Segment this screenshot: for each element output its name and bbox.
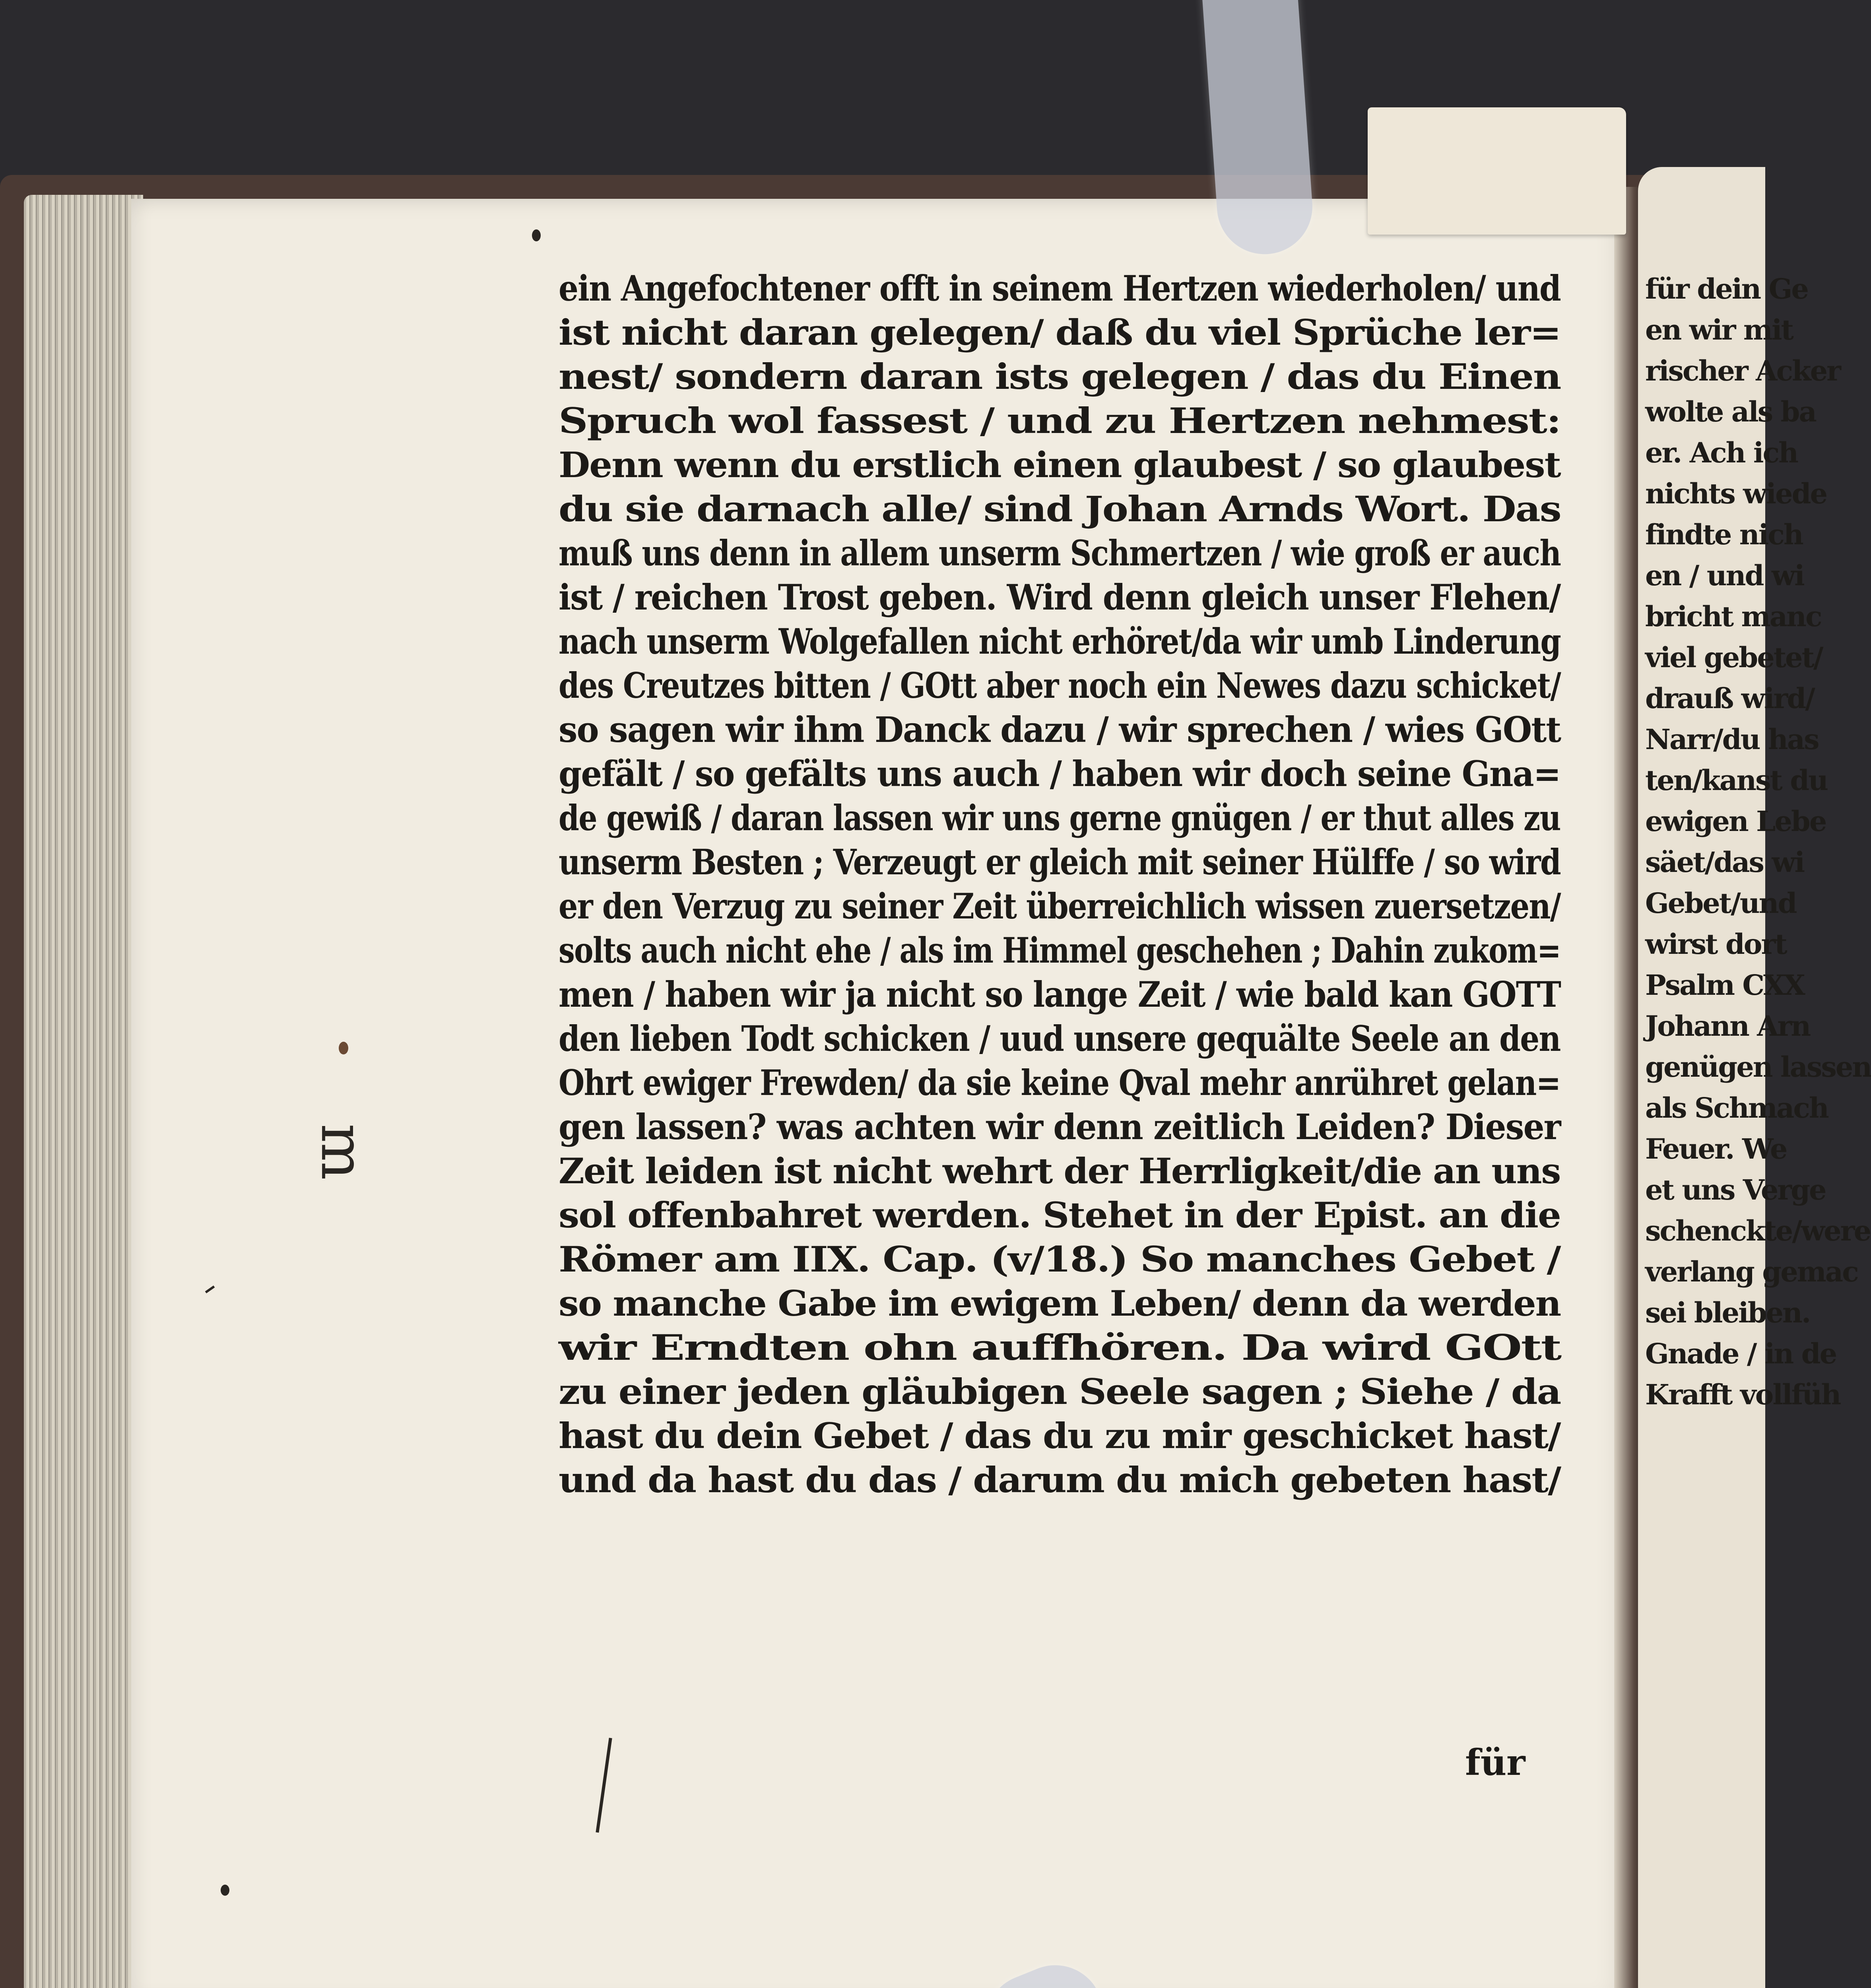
ink-spot [221,1885,229,1896]
text-line: ten/kanst du [1645,764,1828,797]
text-line: Denn wenn du erstlich einen glaubest / so glaubest [559,444,1560,485]
handwritten-margin-mark: m [308,1123,377,1180]
paper-bookmark [1368,107,1626,235]
text-line: als Schmach [1645,1091,1828,1124]
text-line: Ohrt ewiger Frewden/ da sie keine Qval mehr anrühret gelan= [559,1062,1560,1103]
text-line: viel gebetet/ [1645,641,1822,674]
text-line: wirst dort [1645,928,1786,961]
text-line: Narr/du has [1645,723,1819,756]
text-line: nest/ sondern daran ists gelegen / das du Einen [559,356,1561,397]
text-line: Spruch wol fassest / und zu Hertzen nehmest: [559,400,1560,441]
text-line: sol offenbahret werden. Stehet in der Epist. an die [559,1194,1560,1236]
text-line: für dein Ge [1645,272,1808,305]
text-line: nichts wiede [1645,477,1826,510]
text-line: säet/das wi [1645,846,1804,879]
text-line: findte nich [1645,518,1803,551]
text-line: en / und wi [1645,559,1804,592]
text-line: so manche Gabe im ewigem Leben/ denn da werden [559,1283,1561,1324]
text-line: solts auch nicht ehe / als im Himmel geschehen ; Dahin zukom= [559,930,1561,971]
text-line: ist nicht daran gelegen/ daß du viel Sprüche ler= [559,312,1561,353]
main-text-block [559,266,1560,1502]
text-line: bricht manc [1645,600,1821,633]
text-line: hast du dein Gebet / das du zu mir geschicket hast/ [559,1415,1560,1456]
text-line: wolte als ba [1645,395,1816,428]
text-line: so sagen wir ihm Danck dazu / wir sprechen / wies GOtt [559,709,1561,750]
text-line: ein Angefochtener offt in seinem Hertzen wiederholen/ und [559,268,1561,309]
text-line: de gewiß / daran lassen wir uns gerne gnügen / er thut alles zu [559,797,1560,839]
text-line: du sie darnach alle/ sind Johan Arnds Wort. Das [559,488,1561,530]
catchword: für [1465,1741,1526,1784]
text-line: gen lassen? was achten wir denn zeitlich Leiden? Dieser [559,1106,1560,1147]
text-line: Zeit leiden ist nicht wehrt der Herrligkeit/die an uns [559,1150,1560,1192]
ink-spot [339,1042,348,1054]
text-line: verlang gemac [1645,1255,1858,1288]
text-line: Feuer. We [1645,1132,1787,1165]
text-line: drauß wird/ [1645,682,1814,715]
text-line: er. Ach ich [1645,436,1798,469]
text-line: ist / reichen Trost geben. Wird denn gleich unser Flehen/ [559,577,1560,618]
text-line: er den Verzug zu seiner Zeit überreichlich wissen zuersetzen/ [559,885,1560,927]
text-line: des Creutzes bitten / GOtt aber noch ein Newes dazu schicket/ [559,665,1561,706]
text-line: gefält / so gefälts uns auch / haben wir doch seine Gna= [559,753,1560,794]
text-line: et uns Verge [1645,1173,1826,1206]
ink-spot [532,229,541,241]
text-line: und da hast du das / darum du mich gebeten hast/ [559,1459,1561,1501]
text-line: ewigen Lebe [1645,805,1826,838]
right-page-text-fragment [1645,268,1871,1415]
text-line: genügen lassen [1645,1050,1871,1083]
text-line: den lieben Todt schicken / uud unsere gequälte Seele an den [559,1018,1560,1059]
text-line: Gnade / in de [1645,1337,1836,1370]
text-line: Römer am IIX. Cap. (v/18.) So manches Gebet / [559,1239,1560,1280]
text-line: wir Erndten ohn auffhören. Da wird GOtt [559,1327,1561,1368]
text-line: Psalm CXX [1645,969,1804,1002]
text-line: schenckte/were [1645,1214,1871,1247]
text-line: en wir mit [1645,313,1793,346]
text-line: Johann Arn [1645,1010,1810,1043]
page-edges [24,195,143,1988]
text-line: muß uns denn in allem unserm Schmertzen / wie groß er auch [559,532,1561,574]
text-line: Krafft vollfüh [1645,1378,1840,1411]
text-line: men / haben wir ja nicht so lange Zeit / wie bald kan GOTT [559,974,1561,1015]
text-line: nach unserm Wolgefallen nicht erhöret/da wir umb Linderung [559,621,1561,662]
text-line: rischer Acker [1645,354,1840,387]
text-line: Gebet/und [1645,887,1796,920]
text-line: zu einer jeden gläubigen Seele sagen ; Siehe / da [559,1371,1561,1412]
text-line: unserm Besten ; Verzeugt er gleich mit seiner Hülffe / so wird [559,841,1561,883]
text-line: sei bleiben. [1645,1296,1810,1329]
